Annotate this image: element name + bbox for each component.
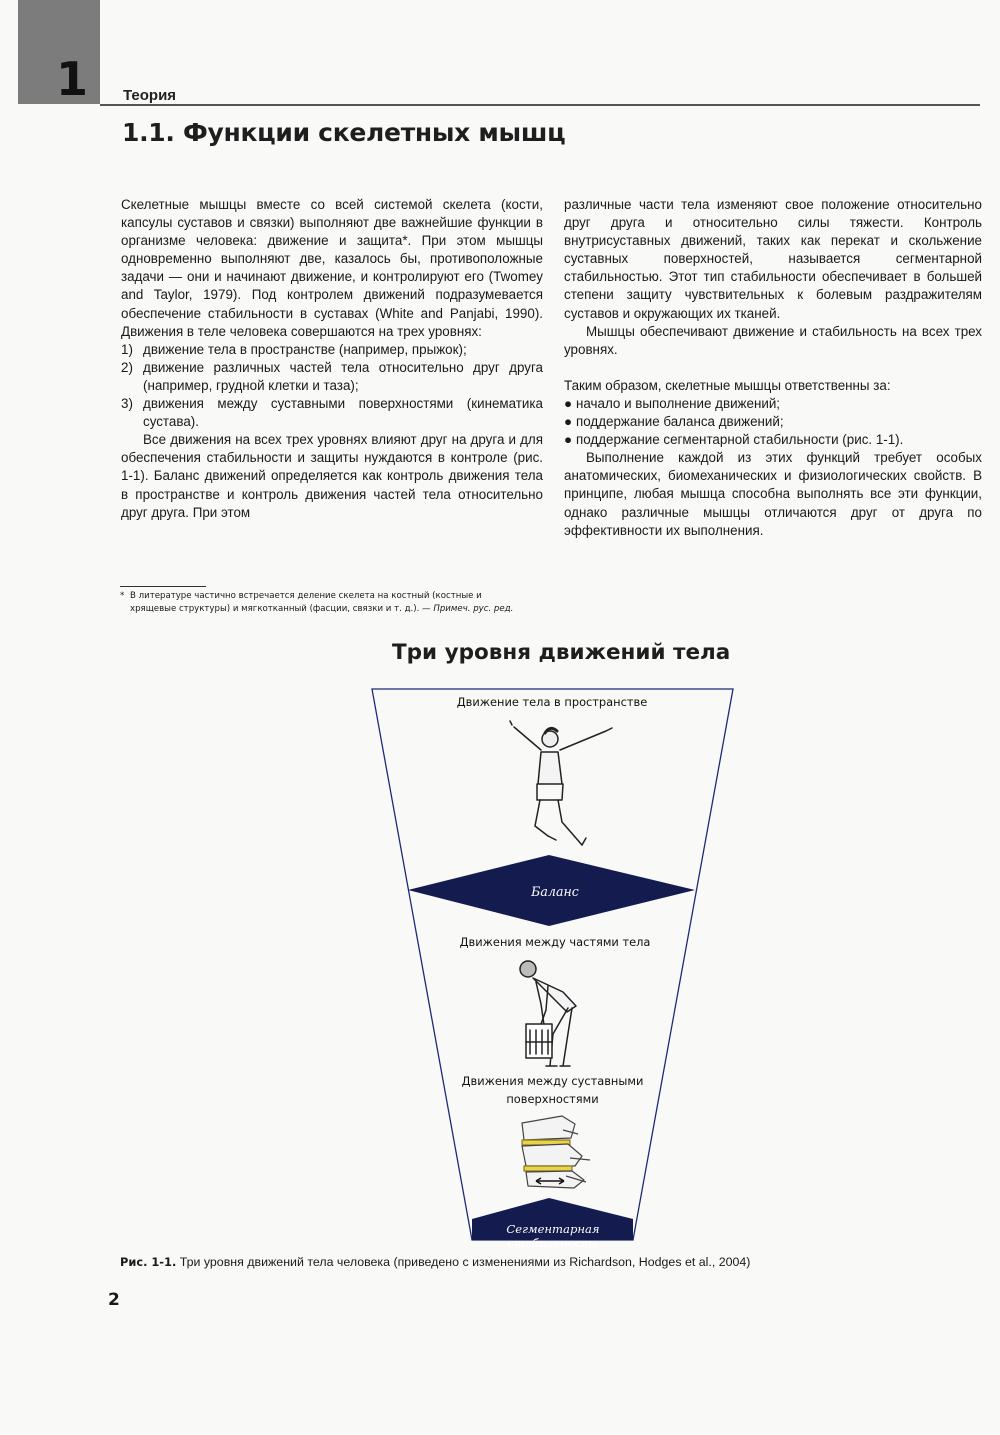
footnote-marker: * bbox=[120, 591, 125, 601]
bullet-icon: ● bbox=[564, 395, 573, 411]
bullet-text: начало и выполнение движений; bbox=[576, 395, 781, 411]
spine-segments-icon bbox=[522, 1116, 590, 1188]
jumping-figure-icon bbox=[510, 721, 612, 845]
page-title: 1.1. Функции скелетных мышц bbox=[122, 118, 566, 147]
left-paragraph-1: Скелетные мышцы вместе со всей системой скелета (кости, капсулы суставов и связки) выполняют две важнейшие функции в организме человека: движение и защита*. При этом мышцы одновременно выполняют две, казалось бы, противоположные задачи — они и начинают движение, и контролируют его (Twomey and Taylor, 1979). Под контролем движений подразумевается обеспечение стабильности в суставах (White and Panjabi, 1990). Движения в теле человека совершаются на трех уровнях: bbox=[121, 197, 543, 339]
footnote-editor-note: Примеч. рус. ред. bbox=[433, 603, 514, 614]
left-paragraph-2: Все движения на всех трех уровнях влияют друг на друга и для обеспечения стабильности и защиты нуждаются в контроле (рис. 1-1). Баланс движений определяется как контроль движения тела в пространстве и контроль движения частей тела относительно друг друга. При этом bbox=[121, 432, 543, 520]
right-paragraph-2: Мышцы обеспечивают движение и стабильность на всех трех уровнях. bbox=[564, 323, 982, 357]
right-paragraph-4: Выполнение каждой из этих функций требует особых анатомических, биомеханических и физиологических свойств. В принципе, любая мышца способна выполнять все эти функции, однако различные мышцы отличаются друг от друга по эффективности их выполнения. bbox=[564, 450, 982, 538]
level2-label: Движения между частями тела bbox=[459, 935, 651, 949]
caption-text: Три уровня движений тела человека (приведено с изменениями из Richardson, Hodges et al., 2004) bbox=[179, 1255, 751, 1269]
figure-title: Три уровня движений тела bbox=[392, 640, 731, 665]
level3-label-line1: Движения между суставными bbox=[461, 1074, 644, 1088]
lifting-figure-icon bbox=[520, 961, 576, 1066]
bullet-icon: ● bbox=[564, 414, 573, 430]
bullet-text: поддержание баланса движений; bbox=[576, 414, 784, 430]
list-item-text: движение различных частей тела относительно друг друга (например, грудной клетки и таза); bbox=[143, 359, 543, 393]
list-item-text: движения между суставными поверхностями (кинематика сустава). bbox=[143, 396, 543, 430]
level1-label: Движение тела в пространстве bbox=[456, 695, 648, 709]
right-paragraph-3: Таким образом, скелетные мышцы ответственны за: bbox=[564, 377, 891, 393]
page-number: 2 bbox=[108, 1290, 120, 1310]
footnote-text: В литературе частично встречается деление скелета на костный (костные и хрящевые структуры) и мягкотканный (фасции, связки и т. д.). — bbox=[130, 591, 482, 614]
caption-label: Рис. 1-1. bbox=[120, 1255, 177, 1269]
right-paragraph-1: различные части тела изменяют свое положение относительно друг друга и относительно силы тяжести. Контроль внутрисуставных движений, таких как перекат и скольжение суставных поверхностей, называется сегментарной стабильностью. Этот тип стабильности обеспечивает в большей степени защиту чувствительных к болевым раздражителям суставов и окружающих их тканей. bbox=[564, 197, 982, 321]
balance-label: Баланс bbox=[531, 884, 579, 899]
figure-caption bbox=[120, 1255, 750, 1269]
list-item-number: 3) bbox=[121, 396, 133, 412]
segmental-stability-label: Сегментарная стабильность bbox=[506, 1222, 600, 1250]
bullet-icon: ● bbox=[564, 432, 573, 448]
list-item-number: 2) bbox=[121, 359, 133, 375]
list-item-number: 1) bbox=[121, 341, 133, 357]
list-item-text: движение тела в пространстве (например, прыжок); bbox=[143, 341, 467, 357]
level3-label-line2: поверхностями bbox=[506, 1092, 599, 1106]
bullet-text: поддержание сегментарной стабильности (рис. 1-1). bbox=[576, 432, 904, 448]
chapter-number: 1 bbox=[56, 52, 89, 106]
section-label: Теория bbox=[123, 87, 177, 104]
